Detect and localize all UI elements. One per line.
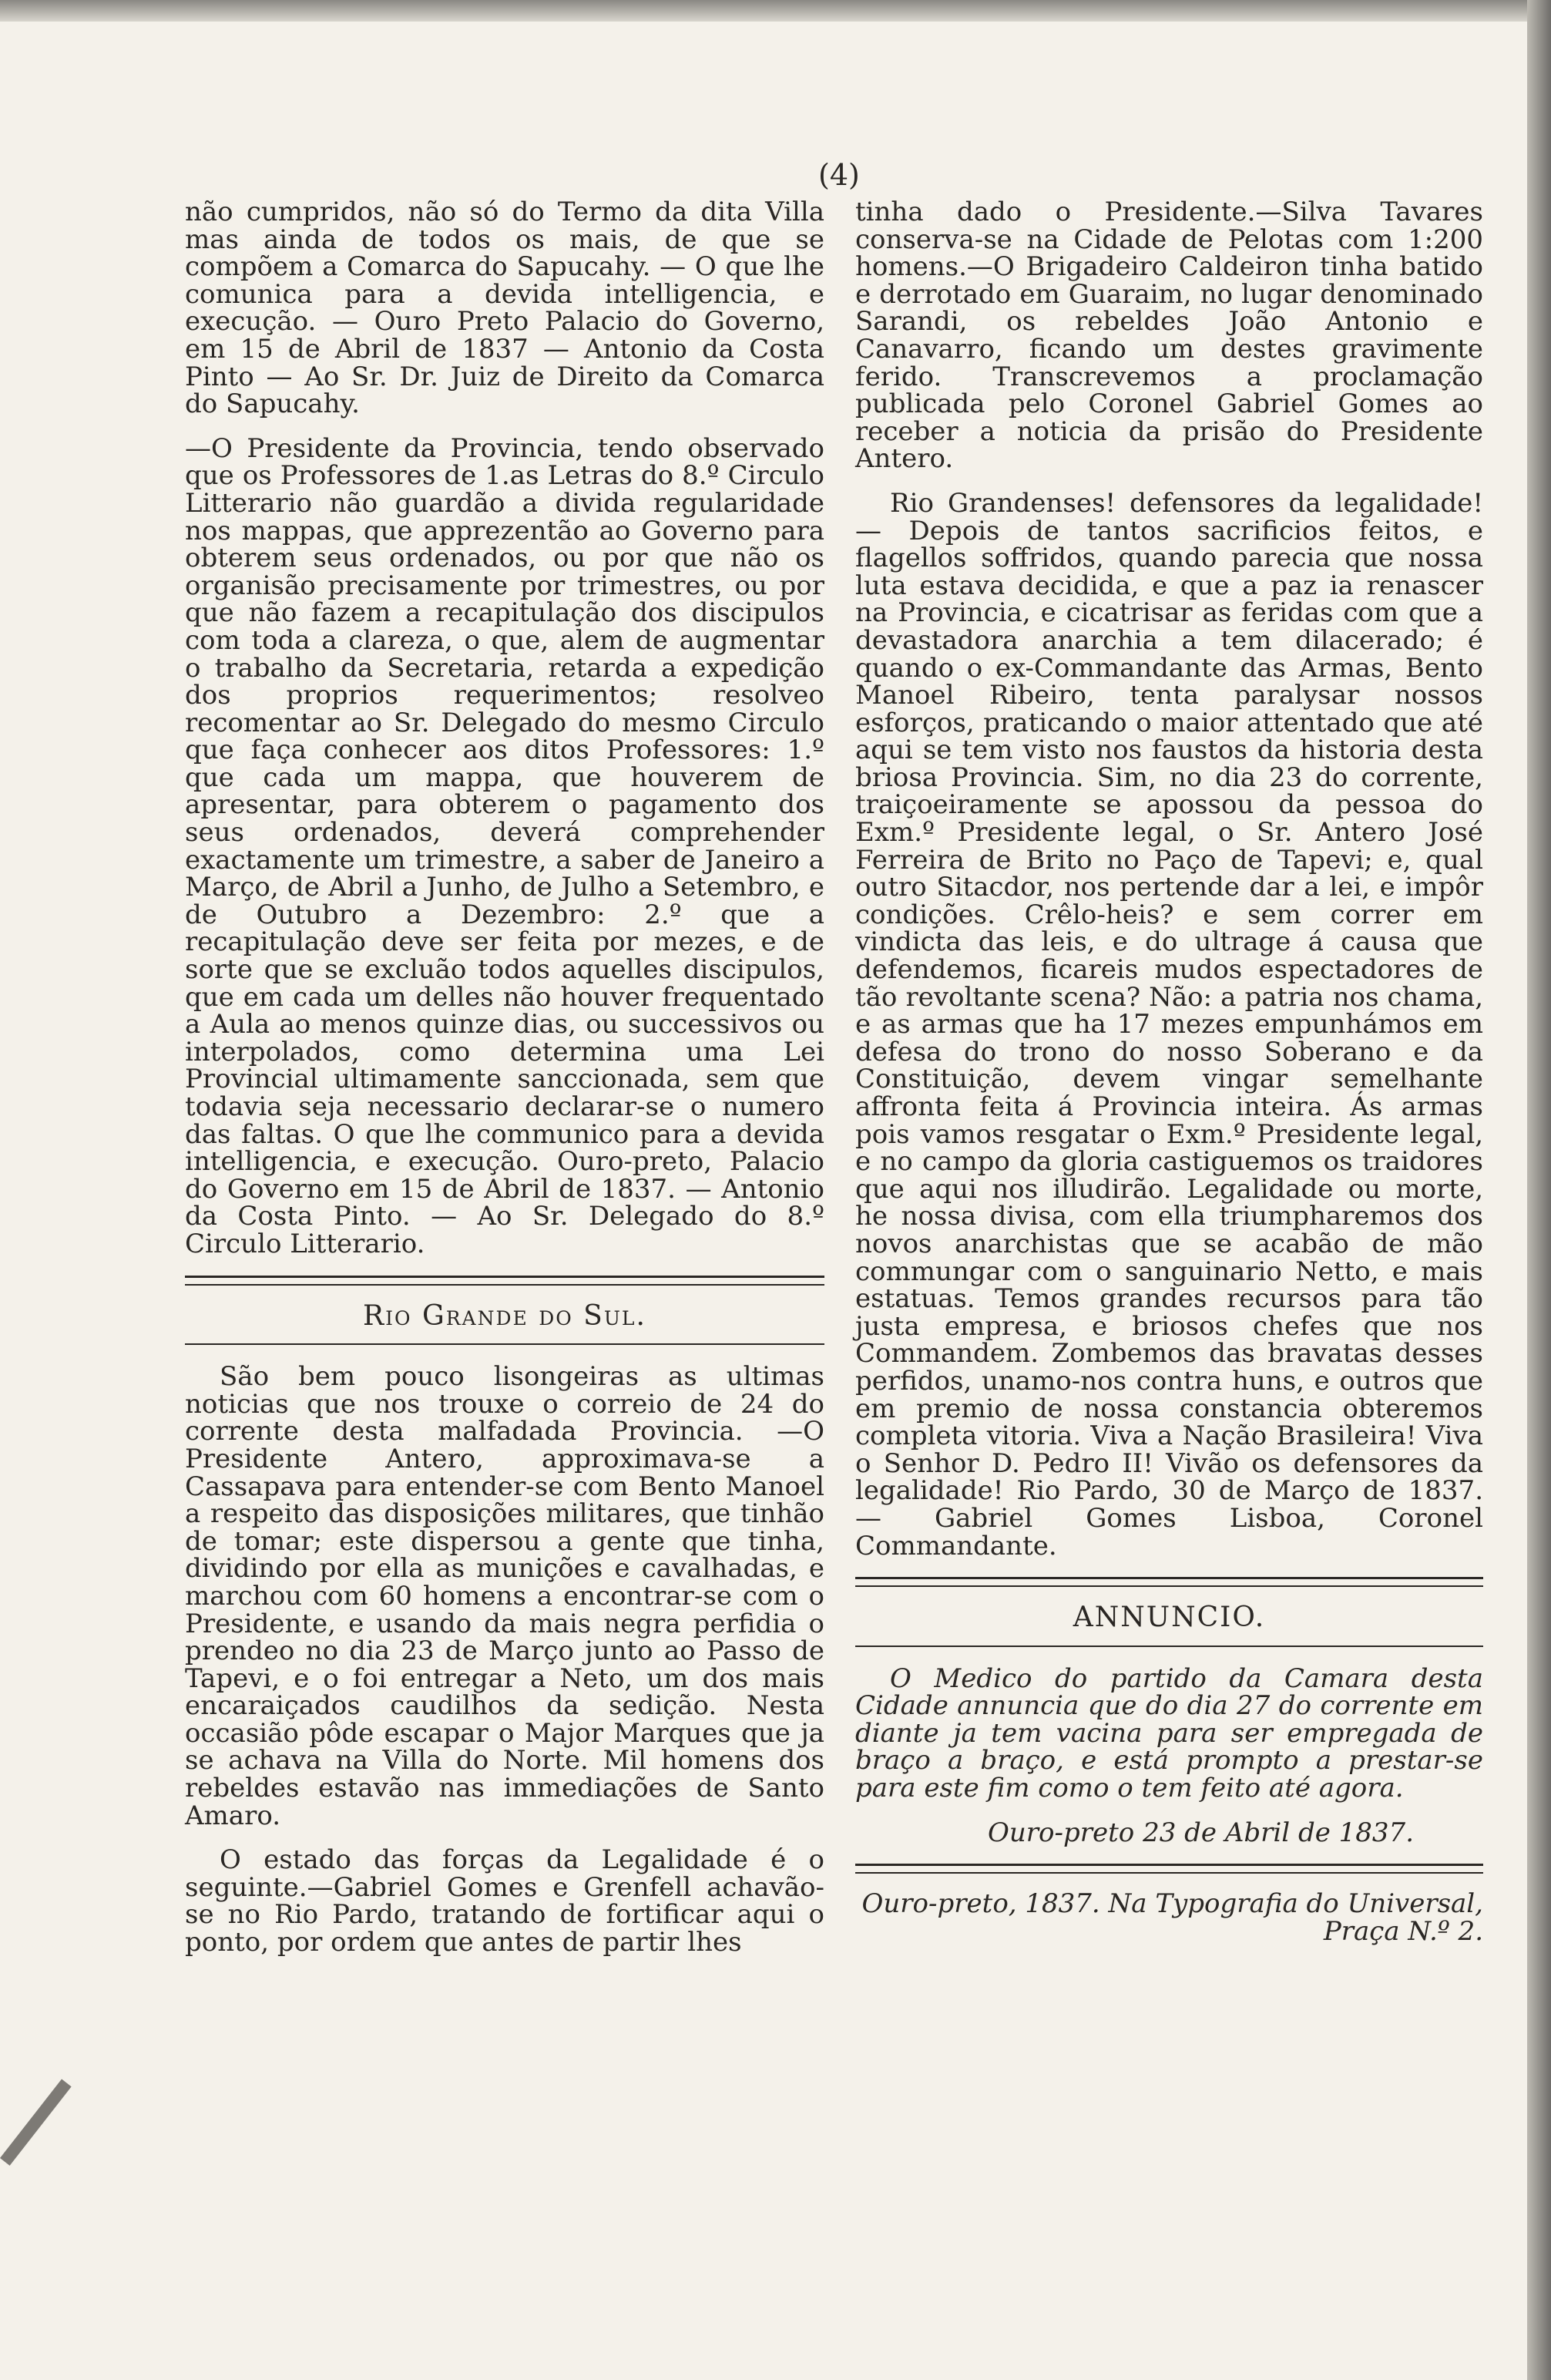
annuncio-date: Ouro-preto 23 de Abril de 1837. [988, 1817, 1414, 1848]
left-paragraph-2: —O Presidente da Provincia, tendo observado que os Professores de 1.as Letras do 8.º Circulo Litterario não guardão a divida regularidade nos mappas, que apprezentão ao Governo para obterem seus ordenados, ou por que não os organisão precisamente por trimestres, ou por que não fazem a recapitulação dos discipulos com toda a clareza, o que, alem de augmentar o trabalho da Secretaria, retarda a expedição dos proprios requerimentos; resolveo recomentar ao Sr. Delegado do mesmo Circulo que faça conhecer aos ditos Professores: 1.º que cada um mappa, que houverem de apresentar, para obterem o pagamento dos seus ordenados, deverá comprehender exactamente um trimestre, a saber de Janeiro a Março, de Abril a Junho, de Julho a Setembro, e de Outubro a Dezembro: 2.º que a recapitulação deve ser feita por mezes, e de sorte que se excluão todos aquelles discipulos, que em cada um delles não houver frequentado a Aula ao menos quinze dias, ou successivos ou interpolados, como determina uma Lei Provincial ultimamente sanccionada, sem que todavia seja necessario declarar-se o numero das faltas. O que lhe communico para a devida intelligencia, e execução. Ouro-preto, Palacio do Governo em 15 de Abril de 1837. — Antonio da Costa Pinto. — Ao Sr. Delegado do 8.º Circulo Litterario. [185, 432, 824, 1259]
proclamation-text: Rio Grandenses! defensores da legalidade! — Depois de tantos sacrificios feitos, e flagellos soffridos, quando parecia que nossa luta estava decidida, e que a paz ia renascer na Provincia, e cicatrisar as feridas com que a devastadora anarchia a tem dilacerado; é quando o ex-Commandante das Armas, Bento Manoel Ribeiro, tenta paralysar nossos esforços, praticando o maior attentado que até aqui se tem visto nos faustos da historia desta briosa Provincia. Sim, no dia 23 do corrente, traiçoeiramente se apossou da pessoa do Exm.º Presidente legal, o Sr. Antero José Ferreira de Brito no Paço de Tapevi; e, qual outro Sitacdor, nos pertende dar a lei, e impôr condições. Crêlo-heis? e sem correr em vindicta das leis, e do ultrage á causa que defendemos, ficareis mudos espectadores de tão revoltante scena? Não: a patria nos chama, e as armas que ha 17 mezes empunhámos em defesa do trono do nosso Soberano e da Constituição, devem vingar semelhante affronta feita á Provincia inteira. Ás armas pois vamos resgatar o Exm.º Presidente legal, e no campo da gloria castiguemos os traidores que aqui nos illudirão. Legalidade ou morte, he nossa divisa, com ella triumpharemos dos novos anarchistas que se acabão de mão commungar com o sanguinario Netto, e mais estatuas. Temos grandes recursos para tão justa empresa, e briosos chefes que nos Commandem. Zombemos das bravatas desses perfidos, unamo-nos contra huns, e outros que em premio de nossa constancia obteremos completa vitoria. Viva a Nação Brasileira! Viva o Senhor D. Pedro II! Vivão os defensores da legalidade! Rio Pardo, 30 de Março de 1837. — Gabriel Gomes Lisboa, Coronel Commandante. [855, 487, 1483, 1561]
section-heading: Rio Grande do Sul. [363, 1299, 646, 1332]
left-column [185, 199, 824, 1974]
left-paragraph-3: São bem pouco lisongeiras as ultimas noticias que nos trouxe o correio de 24 do corrente desta malfadada Provincia. —O Presidente Antero, approximava-se a Cassapava para entender-se com Bento Manoel a respeito das disposições militares, que tinhão de tomar; este dispersou a gente que tinha, dividindo por ella as munições e cavalhadas, e marchou com 60 homens a encontrar-se com o Presidente, e usando da mais negra perfidia o prendeo no dia 23 de Março junto ao Passo de Tapevi, e o foi entregar a Neto, um dos mais encaraiçados caudilhos da sedição. Nesta occasião pôde escapar o Major Marques que ja se achava na Villa do Norte. Mil homens dos rebeldes estavão nas immediações de Santo Amaro. [185, 1361, 824, 1831]
annuncio-divider [855, 1577, 1483, 1587]
annuncio-underline [855, 1645, 1483, 1647]
annuncio-heading: ANNUNCIO. [1073, 1602, 1266, 1634]
right-column [855, 199, 1483, 1962]
page-number: (4) [818, 158, 860, 192]
scan-top-shadow [0, 0, 1527, 22]
left-paragraph-1: não cumpridos, não só do Termo da dita Villa mas ainda de todos os mais, de que se compõem a Comarca do Sapucahy. — O que lhe comunica para a devida intelligencia, e execução. — Ouro Preto Palacio do Governo, em 15 de Abril de 1837 — Antonio da Costa Pinto — Ao Sr. Dr. Juiz de Direito da Comarca do Sapucahy. [185, 197, 824, 420]
scan-edge-shadow [1527, 0, 1551, 2380]
right-paragraph-1: tinha dado o Presidente.—Silva Tavares conserva-se na Cidade de Pelotas com 1:200 homens.—O Brigadeiro Caldeiron tinha batido e derrotado em Guaraim, no lugar denominado Sarandi, os rebeldes João Antonio e Canavarro, ficando um destes gravimente ferido. Transcrevemos a proclamação publicada pelo Coronel Gabriel Gomes ao receber a noticia da prisão do Presidente Antero. [855, 197, 1483, 475]
annuncio-text: O Medico do partido da Camara desta Cidade annuncia que do dia 27 do corrente em diante ja tem vacina para ser empregada de braço a braço, e está prompto a prestar-se para este fim como o tem feito até agora. [855, 1662, 1483, 1804]
section-divider [185, 1276, 824, 1286]
imprint: Ouro-preto, 1837. Na Typografia do Universal, Praça N.º 2. [861, 1888, 1483, 1947]
left-paragraph-4: O estado das forças da Legalidade é o seguinte.—Gabriel Gomes e Grenfell achavão-se no Rio Pardo, tratando de fortificar aqui o ponto, por ordem que antes de partir lhes [185, 1844, 824, 1958]
annuncio-block [855, 1662, 1483, 1848]
imprint-divider [855, 1864, 1483, 1874]
heading-underline [185, 1343, 824, 1345]
